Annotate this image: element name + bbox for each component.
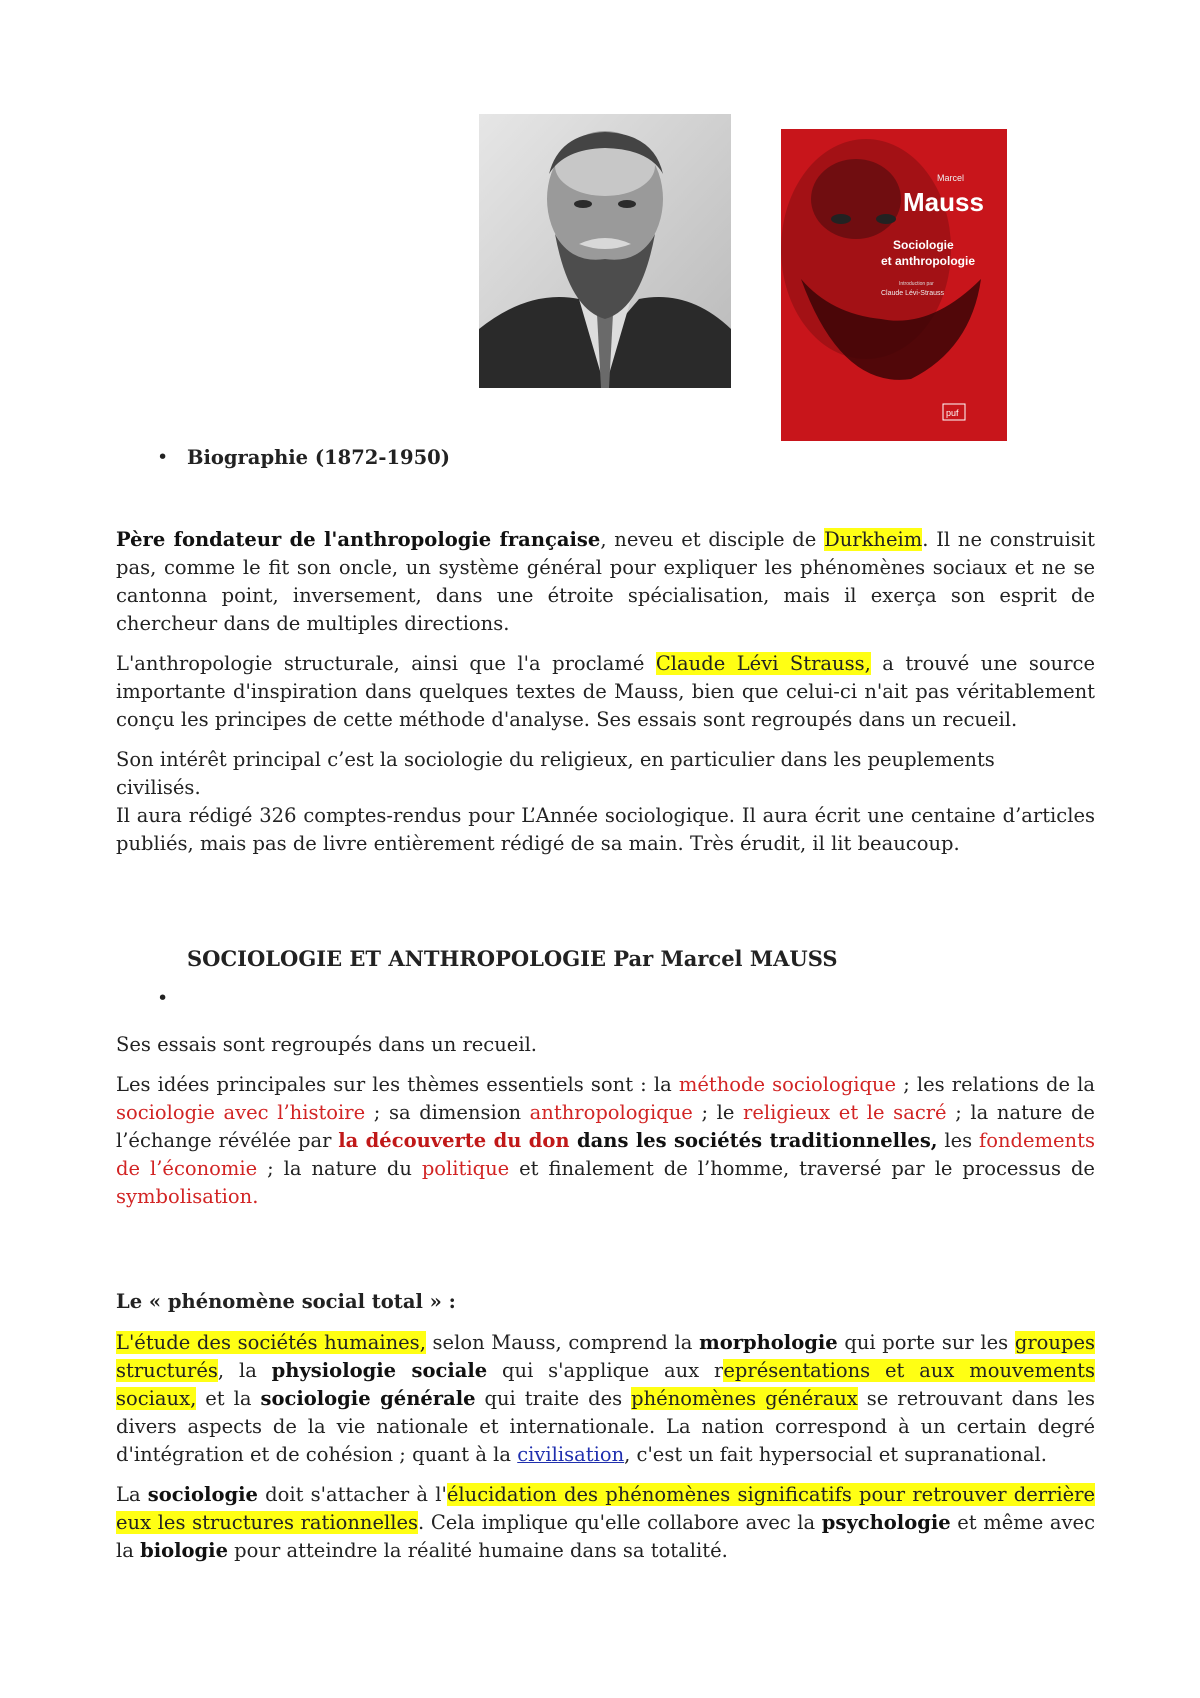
book-cover (781, 129, 1007, 441)
section-title: SOCIOLOGIE ET ANTHROPOLOGIE Par Marcel MAUSS (187, 946, 838, 971)
bullet-icon: • (157, 987, 169, 1009)
bullet-icon: • (157, 446, 169, 468)
phenomene-paragraph-1: L'étude des sociétés humaines, selon Mauss, comprend la morphologie qui porte sur les groupes structurés, la physiologie sociale qui s'applique aux représentations et aux mouvements sociaux, et la sociologie générale qui traite des phénomènes généraux se retrouvant dans les divers aspects de la vie nationale et internationale. La nation correspond à un certain degré d'intégration et de cohésion ; quant à la civilisation, c'est un fait hypersocial et supranational. (116, 1331, 1096, 1466)
bio-heading: Biographie (1872-1950) (187, 446, 450, 469)
portrait-photo (479, 114, 731, 388)
phenomene-paragraph-2: La sociologie doit s'attacher à l'élucidation des phénomènes significatifs pour retrouver derrière eux les structures rationnelles. Cela implique qu'elle collabore avec la psychologie et même avec la biologie pour atteindre la réalité humaine dans sa totalité. (116, 1483, 1096, 1562)
cover-author: Mauss (903, 187, 984, 217)
highlight-durkheim: Durkheim (824, 528, 923, 551)
cover-first-name: Marcel (937, 173, 965, 183)
bio-paragraph-2: L'anthropologie structurale, ainsi que l'a proclamé Claude Lévi Strauss, a trouvé une source importante d'inspiration dans quelques textes de Mauss, bien que celui-ci n'ait pas véritablement conçu les principes de cette méthode d'analyse. Ses essais sont regroupés dans un recueil. (116, 652, 1095, 731)
bold-phrase: Père fondateur de l'anthropologie française (116, 528, 601, 551)
highlight-levi-strauss: Claude Lévi Strauss, (655, 652, 871, 675)
civilisation-link[interactable]: civilisation (517, 1443, 625, 1466)
cover-title-2: et anthropologie (881, 254, 975, 268)
bio-paragraph-3: Son intérêt principal c’est la sociologie du religieux, en particulier dans les peuplements civilisés. Il aura rédigé 326 comptes-rendus pour L’Année sociologique. Il aura écrit une centaine d’articles publiés, mais pas de livre entièrement rédigé de sa main. Très érudit, il lit beaucoup. (116, 748, 1095, 855)
cover-intro-1: Introduction par (899, 281, 934, 287)
cover-publisher-logo: puf (946, 408, 959, 418)
cover-title-1: Sociologie (893, 238, 954, 252)
section-paragraph-1: Ses essais sont regroupés dans un recueil. (116, 1033, 538, 1056)
bio-paragraph-1: Père fondateur de l'anthropologie française, neveu et disciple de Durkheim. Il ne construisit pas, comme le fit son oncle, un système général pour expliquer les phénomènes sociaux et ne se cantonna point, inversement, dans une étroite spécialisation, mais il exerça son esprit de chercheur dans de multiples directions. (116, 528, 1096, 635)
cover-intro-2: Claude Lévi-Strauss (881, 290, 945, 297)
section-paragraph-2: Les idées principales sur les thèmes essentiels sont : la méthode sociologique ; les relations de la sociologie avec l’histoire ; sa dimension anthropologique ; le religieux et le sacré ; la nature de l’échange révélée par la découverte du don dans les sociétés traditionnelles, les fondements de l’économie ; la nature du politique et finalement de l’homme, traversé par le processus de symbolisation. (116, 1073, 1095, 1208)
phenomene-heading: Le « phénomène social total » : (116, 1290, 456, 1313)
